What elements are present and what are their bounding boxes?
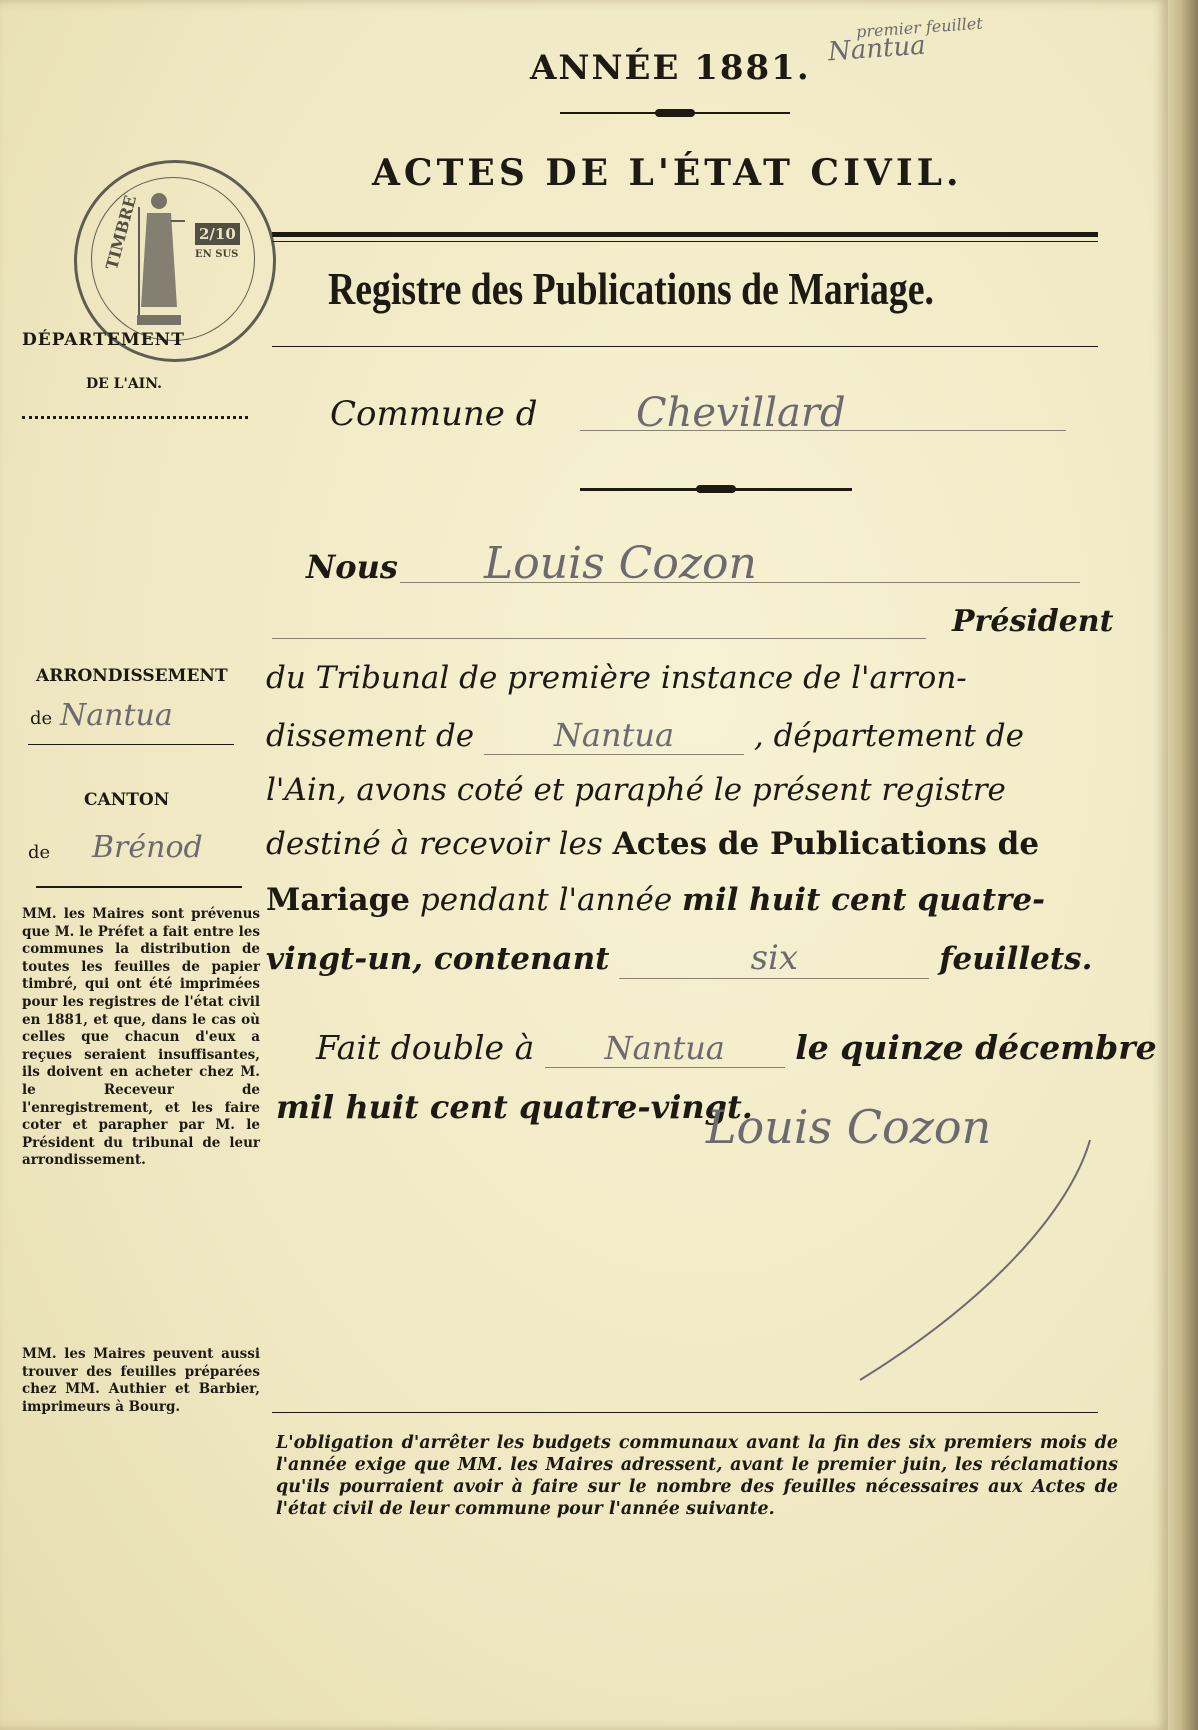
body-line-4	[266, 826, 1039, 862]
fait-date: le quinze décembre	[795, 1028, 1157, 1067]
line2-text-b: , département de	[753, 718, 1024, 754]
president-fill-line	[272, 638, 926, 639]
line5-text-a: Mariage	[266, 882, 410, 918]
canton-label: CANTON	[84, 790, 170, 810]
commune-value: Chevillard	[636, 390, 846, 436]
president-label: Président	[952, 604, 1114, 639]
signature-flourish-icon	[840, 1130, 1100, 1390]
body-line-5	[266, 882, 1045, 918]
line4-text-b: Actes de Publications de	[612, 826, 1040, 862]
canton-rule	[36, 886, 242, 888]
stamp-sub: EN SUS	[195, 249, 239, 260]
arrondissement-rule	[28, 744, 234, 745]
handwritten-top-note: premier feuillet	[855, 13, 984, 42]
nous-label: Nous	[306, 548, 398, 586]
line2-value: Nantua	[484, 716, 744, 755]
line5-text-c: mil huit cent quatre-	[682, 882, 1045, 918]
stamp-word: TIMBRE	[102, 193, 141, 272]
fait-label: Fait double à	[316, 1028, 535, 1067]
book-edge	[1168, 0, 1198, 1730]
arrondissement-value: Nantua	[60, 698, 173, 733]
department-name: DE L'AIN.	[86, 376, 163, 392]
line6-text-b: feuillets.	[939, 941, 1093, 977]
canton-value: Brénod	[92, 830, 203, 865]
year-label: ANNÉE 1881.	[530, 48, 811, 88]
fait-line	[316, 1028, 1157, 1068]
register-title: Registre des Publications de Mariage.	[328, 263, 934, 314]
line4-text-a: destiné à recevoir les	[266, 826, 603, 862]
line6-text-a: vingt-un, contenant	[266, 941, 610, 977]
department-label: DÉPARTEMENT	[22, 330, 185, 350]
ornament-dot-top	[655, 109, 695, 117]
footer-rule	[272, 1412, 1098, 1413]
sidebar-note-timbre: MM. les Maires sont prévenus que M. le Préfet a fait entre les communes la distribution de toutes les feuilles de papier timbré, qui ont été imprimées pour les registres de l'état civil en 1881, et que, dans le cas où celles que chacun d'eux a reçues seraient insuffisantes, ils doivent en acheter chez M. le Receveur de l'enregistrement, et les faire coter et parapher par M. le Président du tribunal de leur arrondissement.	[22, 906, 260, 1169]
justice-figure-icon	[133, 187, 185, 337]
sidebar-note-imprimeurs: MM. les Maires peuvent aussi trouver des feuilles préparées chez MM. Authier et Barbier, imprimeurs à Bourg.	[22, 1346, 260, 1415]
nous-value: Louis Cozon	[484, 538, 757, 589]
commune-label: Commune d	[330, 394, 538, 434]
ornament-dot-mid	[696, 485, 736, 493]
page-title: ACTES DE L'ÉTAT CIVIL.	[372, 152, 963, 194]
arrondissement-label: ARRONDISSEMENT	[36, 666, 228, 686]
line6-value: six	[619, 938, 929, 979]
president-signature: Louis Cozon	[706, 1100, 992, 1154]
title-rule-thick	[272, 232, 1098, 237]
fait-year: mil huit cent quatre-vingt.	[276, 1088, 753, 1126]
handwritten-top-word: Nantua	[827, 30, 927, 68]
wavy-divider	[22, 410, 248, 419]
body-line-2	[266, 716, 1024, 755]
title-rule-thin	[272, 241, 1098, 242]
body-line-3: l'Ain, avons coté et paraphé le présent registre	[266, 772, 1006, 808]
body-line-1: du Tribunal de première instance de l'arron-	[266, 660, 967, 696]
line5-text-b: pendant l'année	[419, 882, 673, 918]
fait-value: Nantua	[545, 1029, 785, 1068]
stamp-value: 2/10	[195, 223, 240, 245]
register-rule	[272, 346, 1098, 347]
canton-prefix: de	[28, 842, 51, 863]
body-line-6	[266, 938, 1092, 979]
line2-text-a: dissement de	[266, 718, 475, 754]
arrondissement-prefix: de	[30, 708, 53, 729]
footer-notice: L'obligation d'arrêter les budgets communaux avant la fin des six premiers mois de l'année exige que MM. les Maires adressent, avant le premier juin, les réclamations qu'ils pourraient avoir à faire sur le nombre des feuilles nécessaires aux Actes de l'état civil de leur commune pour l'année suivante.	[276, 1433, 1118, 1519]
